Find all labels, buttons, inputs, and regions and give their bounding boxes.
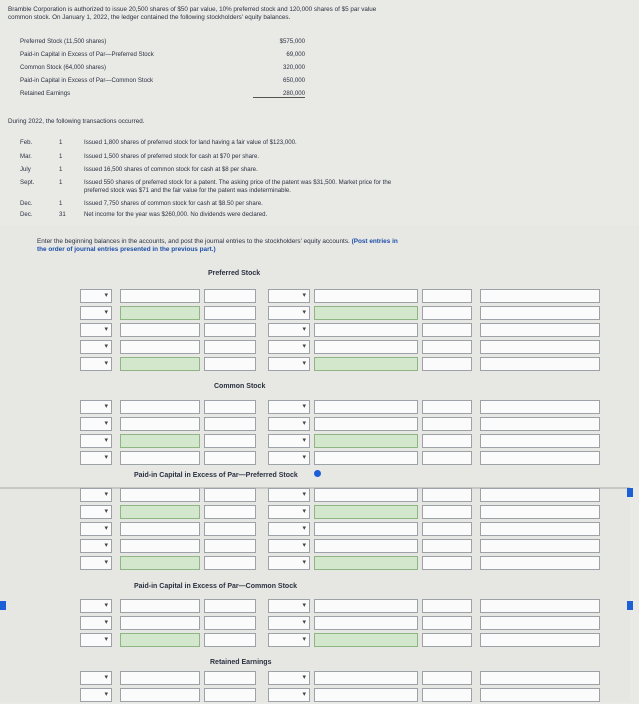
- balance-amount-pic-common: 650,000: [282, 77, 305, 84]
- chevron-down-icon: ▾: [302, 491, 306, 498]
- balance-input[interactable]: [480, 488, 600, 502]
- tx-month: Mar.: [20, 153, 32, 160]
- account-input[interactable]: [120, 340, 200, 354]
- chevron-down-icon: ▾: [302, 559, 306, 566]
- chevron-down-icon: ▾: [302, 309, 306, 316]
- balance-label-preferred: Preferred Stock (11,500 shares): [20, 38, 107, 45]
- ledger-posting-row: [60, 356, 605, 373]
- balance-input[interactable]: [480, 522, 600, 536]
- date-select-right[interactable]: [268, 289, 310, 303]
- balance-input[interactable]: [480, 671, 600, 685]
- balance-amount-preferred: $575,000: [279, 38, 305, 45]
- account-input[interactable]: [120, 556, 200, 570]
- credit-amount-input[interactable]: [422, 599, 472, 613]
- chevron-down-icon: ▾: [302, 542, 306, 549]
- intro-line-1: Bramble Corporation is authorized to issue 20,500 shares of $50 par value, 10% preferred stock and 120,000 shares of $5 par value: [8, 6, 377, 13]
- date-select-right[interactable]: [268, 400, 310, 414]
- debit-amount-input[interactable]: [204, 434, 256, 448]
- tx-month: Feb.: [20, 139, 33, 146]
- chevron-down-icon: ▾: [104, 619, 108, 626]
- chevron-down-icon: ▾: [104, 437, 108, 444]
- account-input[interactable]: [120, 400, 200, 414]
- debit-amount-input[interactable]: [204, 522, 256, 536]
- ledger-posting-row: [60, 632, 605, 649]
- credit-amount-input[interactable]: [422, 451, 472, 465]
- chevron-down-icon: ▾: [302, 636, 306, 643]
- chevron-down-icon: ▾: [302, 326, 306, 333]
- date-select-right[interactable]: [268, 616, 310, 630]
- account-input[interactable]: [120, 633, 200, 647]
- date-select-right[interactable]: [268, 539, 310, 553]
- account-input-right[interactable]: [314, 289, 418, 303]
- date-select-right[interactable]: [268, 306, 310, 320]
- chevron-down-icon: ▾: [302, 403, 306, 410]
- tx-month: Dec.: [20, 200, 33, 207]
- tx-text: Issued 1,500 shares of preferred stock for cash at $70 per share.: [84, 153, 260, 160]
- date-select-right[interactable]: [268, 357, 310, 371]
- credit-amount-input[interactable]: [422, 417, 472, 431]
- debit-amount-input[interactable]: [204, 400, 256, 414]
- date-select-right[interactable]: [268, 323, 310, 337]
- chevron-down-icon: ▾: [104, 292, 108, 299]
- balance-input[interactable]: [480, 340, 600, 354]
- tx-text-continued: preferred stock was $71 and the fair value for the patent was indeterminable.: [84, 187, 291, 194]
- credit-amount-input[interactable]: [422, 357, 472, 371]
- instructions: [37, 238, 627, 254]
- chevron-down-icon: ▾: [104, 674, 108, 681]
- debit-amount-input[interactable]: [204, 505, 256, 519]
- tx-day: 1: [59, 200, 63, 207]
- account-title-common-stock: Common Stock: [214, 383, 266, 390]
- chevron-down-icon: ▾: [302, 454, 306, 461]
- balance-input[interactable]: [480, 556, 600, 570]
- date-select[interactable]: [80, 400, 112, 414]
- date-select[interactable]: [80, 599, 112, 613]
- account-input[interactable]: [120, 671, 200, 685]
- balance-input[interactable]: [480, 539, 600, 553]
- chevron-down-icon: ▾: [104, 326, 108, 333]
- date-select[interactable]: [80, 323, 112, 337]
- balance-input[interactable]: [480, 289, 600, 303]
- chevron-down-icon: ▾: [302, 525, 306, 532]
- ledger-posting-row: [60, 687, 605, 704]
- chevron-down-icon: ▾: [104, 360, 108, 367]
- tx-text: Issued 550 shares of preferred stock for a patent. The asking price of the patent was $31,500. Market price for the: [84, 179, 392, 186]
- account-input-right[interactable]: [314, 556, 418, 570]
- account-input[interactable]: [120, 451, 200, 465]
- account-input-right[interactable]: [314, 539, 418, 553]
- chevron-down-icon: ▾: [104, 403, 108, 410]
- tx-text: Issued 1,800 shares of preferred stock for land having a fair value of $123,000.: [84, 139, 297, 146]
- debit-amount-input[interactable]: [204, 417, 256, 431]
- ledger-posting-row: [60, 615, 605, 632]
- resize-handle[interactable]: [627, 601, 633, 610]
- chevron-down-icon: ▾: [104, 491, 108, 498]
- cursor-point: [314, 470, 321, 477]
- debit-amount-input[interactable]: [204, 306, 256, 320]
- ledger-posting-row: [60, 538, 605, 555]
- balance-input[interactable]: [480, 505, 600, 519]
- tx-text: Issued 16,500 shares of common stock for cash at $8 per share.: [84, 166, 258, 173]
- account-input[interactable]: [120, 306, 200, 320]
- tx-day: 1: [59, 153, 63, 160]
- ledger-posting-row: [60, 504, 605, 521]
- chevron-down-icon: ▾: [104, 542, 108, 549]
- credit-amount-input[interactable]: [422, 522, 472, 536]
- balance-amount-common: 320,000: [282, 64, 305, 71]
- credit-amount-input[interactable]: [422, 400, 472, 414]
- date-select-right[interactable]: [268, 340, 310, 354]
- debit-amount-input[interactable]: [204, 340, 256, 354]
- date-select[interactable]: [80, 451, 112, 465]
- ledger-posting-row: [60, 322, 605, 339]
- chevron-down-icon: ▾: [104, 454, 108, 461]
- credit-amount-input[interactable]: [422, 306, 472, 320]
- date-select[interactable]: [80, 539, 112, 553]
- chevron-down-icon: ▾: [302, 343, 306, 350]
- account-input-right[interactable]: [314, 505, 418, 519]
- account-input[interactable]: [120, 539, 200, 553]
- transactions-intro: During 2022, the following transactions occurred.: [8, 118, 145, 125]
- chevron-down-icon: ▾: [302, 674, 306, 681]
- account-input-right[interactable]: [314, 671, 418, 685]
- chevron-down-icon: ▾: [302, 691, 306, 698]
- debit-amount-input[interactable]: [204, 451, 256, 465]
- date-select[interactable]: [80, 556, 112, 570]
- instructions-note-2: the order of journal entries presented in the previous part.): [37, 246, 216, 253]
- account-input-right[interactable]: [314, 616, 418, 630]
- ledger-posting-row: [60, 521, 605, 538]
- account-input-right[interactable]: [314, 357, 418, 371]
- account-input[interactable]: [120, 323, 200, 337]
- balance-input[interactable]: [480, 323, 600, 337]
- date-select[interactable]: [80, 306, 112, 320]
- date-select-right[interactable]: [268, 522, 310, 536]
- credit-amount-input[interactable]: [422, 556, 472, 570]
- tx-day: 1: [59, 139, 63, 146]
- credit-amount-input[interactable]: [422, 539, 472, 553]
- date-select-right[interactable]: [268, 434, 310, 448]
- account-input-right[interactable]: [314, 522, 418, 536]
- balance-input[interactable]: [480, 434, 600, 448]
- chevron-down-icon: ▾: [104, 636, 108, 643]
- tx-day: 1: [59, 166, 63, 173]
- account-title-pic-common: Paid-in Capital in Excess of Par—Common Stock: [134, 583, 297, 590]
- debit-amount-input[interactable]: [204, 289, 256, 303]
- chevron-down-icon: ▾: [104, 691, 108, 698]
- debit-amount-input[interactable]: [204, 539, 256, 553]
- ledger-posting-row: [60, 598, 605, 615]
- ledger-posting-row: [60, 305, 605, 322]
- debit-amount-input[interactable]: [204, 357, 256, 371]
- balance-input[interactable]: [480, 616, 600, 630]
- date-select[interactable]: [80, 505, 112, 519]
- instructions-note: (Post entries in: [351, 238, 398, 245]
- instructions-main: Enter the beginning balances in the accounts, and post the journal entries to the stockholders' equity accounts.: [37, 238, 350, 245]
- ledger-posting-row: [60, 288, 605, 305]
- ledger-posting-row: [60, 416, 605, 433]
- date-select-right[interactable]: [268, 671, 310, 685]
- credit-amount-input[interactable]: [422, 671, 472, 685]
- credit-amount-input[interactable]: [422, 488, 472, 502]
- account-title-pic-preferred: Paid-in Capital in Excess of Par—Preferred Stock: [134, 472, 298, 479]
- balance-input[interactable]: [480, 400, 600, 414]
- debit-amount-input[interactable]: [204, 616, 256, 630]
- chevron-down-icon: ▾: [104, 602, 108, 609]
- chevron-down-icon: ▾: [104, 420, 108, 427]
- account-input-right[interactable]: [314, 488, 418, 502]
- ledger-posting-row: [60, 670, 605, 687]
- chevron-down-icon: ▾: [104, 309, 108, 316]
- balance-label-retained: Retained Earnings: [20, 90, 71, 97]
- debit-amount-input[interactable]: [204, 323, 256, 337]
- ledger-posting-row: [60, 450, 605, 467]
- date-select[interactable]: [80, 417, 112, 431]
- debit-amount-input[interactable]: [204, 488, 256, 502]
- account-input[interactable]: [120, 522, 200, 536]
- credit-amount-input[interactable]: [422, 289, 472, 303]
- problem-intro: [8, 6, 628, 22]
- balance-input[interactable]: [480, 451, 600, 465]
- ledger-posting-row: [60, 433, 605, 450]
- date-select[interactable]: [80, 289, 112, 303]
- balance-label-pic-common: Paid-in Capital in Excess of Par—Common Stock: [20, 77, 154, 84]
- date-select-right[interactable]: [268, 488, 310, 502]
- date-select-right[interactable]: [268, 505, 310, 519]
- tx-day: 1: [59, 179, 63, 186]
- account-input-right[interactable]: [314, 633, 418, 647]
- credit-amount-input[interactable]: [422, 633, 472, 647]
- date-select-right[interactable]: [268, 556, 310, 570]
- chevron-down-icon: ▾: [302, 508, 306, 515]
- chevron-down-icon: ▾: [104, 525, 108, 532]
- date-select-right[interactable]: [268, 633, 310, 647]
- account-input-right[interactable]: [314, 451, 418, 465]
- resize-handle[interactable]: [627, 488, 633, 497]
- tx-month: Sept.: [20, 179, 35, 186]
- account-input[interactable]: [120, 434, 200, 448]
- credit-amount-input[interactable]: [422, 434, 472, 448]
- balance-input[interactable]: [480, 357, 600, 371]
- tx-month: Dec.: [20, 211, 33, 218]
- debit-amount-input[interactable]: [204, 633, 256, 647]
- credit-amount-input[interactable]: [422, 340, 472, 354]
- chevron-down-icon: ▾: [302, 292, 306, 299]
- account-input[interactable]: [120, 417, 200, 431]
- ledger-posting-row: [60, 339, 605, 356]
- account-input[interactable]: [120, 616, 200, 630]
- chevron-down-icon: ▾: [302, 360, 306, 367]
- date-select-right[interactable]: [268, 451, 310, 465]
- tx-text: Net income for the year was $260,000. No dividends were declared.: [84, 211, 268, 218]
- balance-input[interactable]: [480, 306, 600, 320]
- tx-month: July: [20, 166, 31, 173]
- balance-label-pic-preferred: Paid-in Capital in Excess of Par—Preferred Stock: [20, 51, 154, 58]
- account-input-right[interactable]: [314, 340, 418, 354]
- ledger-posting-row: [60, 555, 605, 572]
- date-select[interactable]: [80, 357, 112, 371]
- date-select[interactable]: [80, 340, 112, 354]
- balance-input[interactable]: [480, 599, 600, 613]
- debit-amount-input[interactable]: [204, 671, 256, 685]
- account-input[interactable]: [120, 488, 200, 502]
- date-select[interactable]: [80, 488, 112, 502]
- ledger-posting-row: [60, 399, 605, 416]
- chevron-down-icon: ▾: [302, 602, 306, 609]
- chevron-down-icon: ▾: [104, 508, 108, 515]
- ledger-posting-row: [60, 487, 605, 504]
- balance-amount-retained: 280,000: [253, 90, 305, 98]
- balance-input[interactable]: [480, 633, 600, 647]
- date-select[interactable]: [80, 434, 112, 448]
- date-select[interactable]: [80, 671, 112, 685]
- debit-amount-input[interactable]: [204, 556, 256, 570]
- date-select[interactable]: [80, 633, 112, 647]
- chevron-down-icon: ▾: [104, 343, 108, 350]
- account-input-right[interactable]: [314, 434, 418, 448]
- account-input[interactable]: [120, 599, 200, 613]
- account-input[interactable]: [120, 289, 200, 303]
- chevron-down-icon: ▾: [302, 619, 306, 626]
- debit-amount-input[interactable]: [204, 599, 256, 613]
- account-input-right[interactable]: [314, 417, 418, 431]
- resize-handle[interactable]: [0, 601, 6, 610]
- balance-input[interactable]: [480, 417, 600, 431]
- balance-label-common: Common Stock (64,000 shares): [20, 64, 107, 71]
- account-input[interactable]: [120, 505, 200, 519]
- account-input-right[interactable]: [314, 306, 418, 320]
- date-select-right[interactable]: [268, 599, 310, 613]
- account-title-retained-earnings: Retained Earnings: [210, 659, 272, 666]
- chevron-down-icon: ▾: [104, 559, 108, 566]
- account-input-right[interactable]: [314, 400, 418, 414]
- chevron-down-icon: ▾: [302, 420, 306, 427]
- tx-day: 31: [59, 211, 66, 218]
- account-input-right[interactable]: [314, 323, 418, 337]
- account-input[interactable]: [120, 357, 200, 371]
- account-input-right[interactable]: [314, 599, 418, 613]
- chevron-down-icon: ▾: [302, 437, 306, 444]
- credit-amount-input[interactable]: [422, 323, 472, 337]
- account-title-preferred-stock: Preferred Stock: [208, 270, 261, 277]
- date-select[interactable]: [80, 616, 112, 630]
- date-select-right[interactable]: [268, 417, 310, 431]
- credit-amount-input[interactable]: [422, 505, 472, 519]
- tx-text: Issued 7,750 shares of common stock for cash at $8.50 per share.: [84, 200, 263, 207]
- date-select[interactable]: [80, 522, 112, 536]
- intro-line-2: common stock. On January 1, 2022, the ledger contained the following stockholders' equity balances.: [8, 14, 291, 21]
- credit-amount-input[interactable]: [422, 616, 472, 630]
- balance-amount-pic-preferred: 69,000: [286, 51, 305, 58]
